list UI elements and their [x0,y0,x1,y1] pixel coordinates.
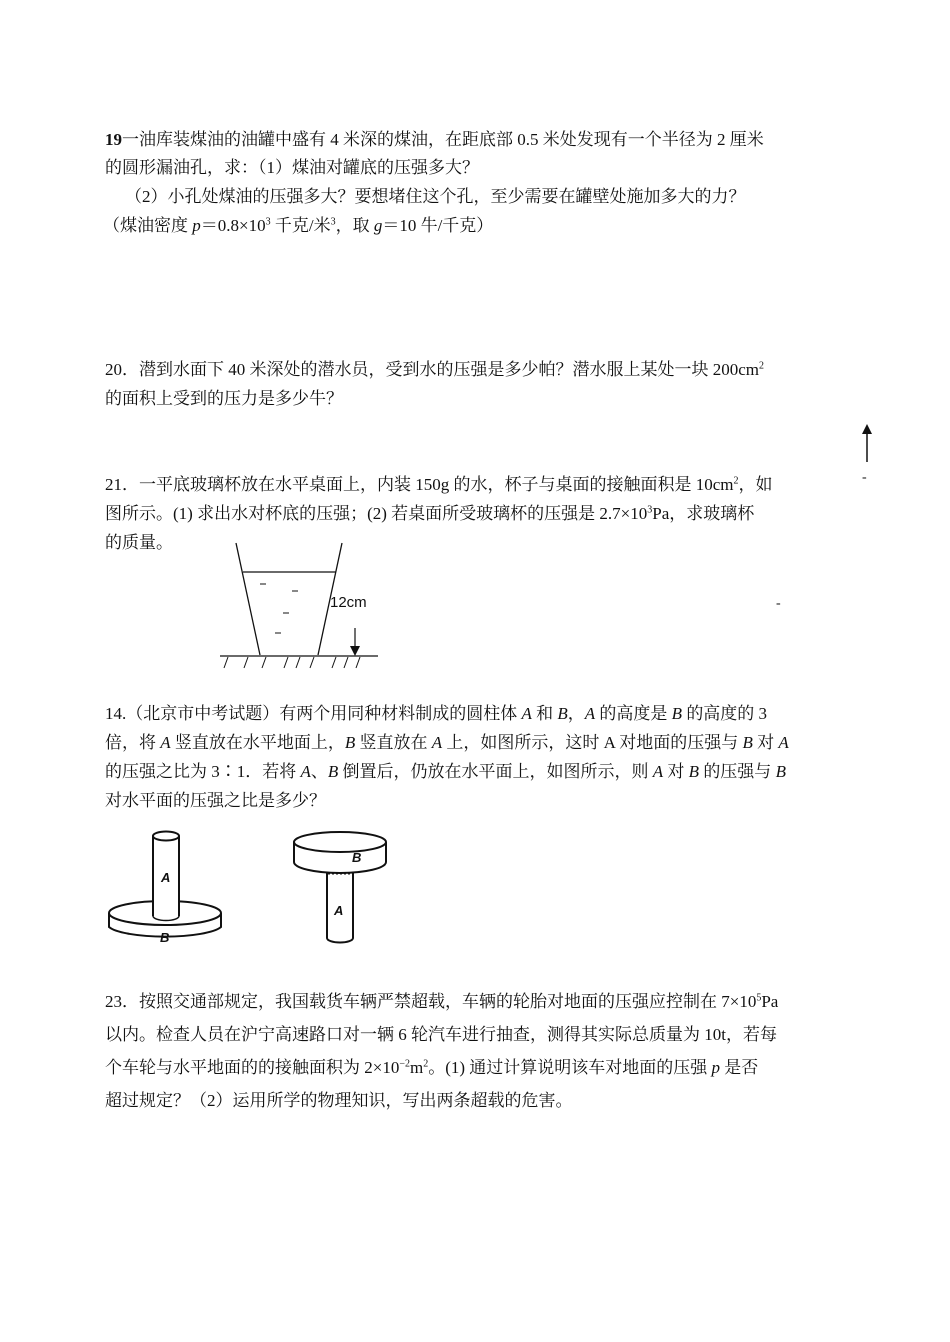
q14-line-3: 的压强之比为 3∶1．若将 A、B 倒置后，仍放在水平面上，如图所示，则 A 对 B 的压强与 B [105,762,786,781]
fig2-label-b: B [352,850,362,865]
q19-line-3: （2）小孔处煤油的压强多大？要想堵住这个孔，至少需要在罐壁处施加多大的力？ [125,187,746,206]
fig1-label-b: B [160,930,170,945]
q19-line-1 [105,130,764,150]
fig2-label-a: A [334,903,344,918]
q20-line-2: 的面积上受到的压力是多少牛？ [105,389,343,408]
stray-mark-1: - [862,470,867,485]
cylinder-figure-2 [290,828,390,948]
q23-line-4: 超过规定？（2）运用所学的物理知识，写出两条超载的危害。 [105,1091,573,1110]
fig1-label-a: A [161,870,171,885]
q19-line-2: 的圆形漏油孔，求：（1）煤油对罐底的压强多大？ [105,158,479,177]
q19-text-1: 一油库装煤油的油罐中盛有 4 米深的煤油，在距底部 0.5 米处发现有一个半径为 2 厘米 [122,130,764,149]
up-arrow-icon [857,424,877,464]
height-label: 12cm [330,594,367,611]
q21-line-3: 的质量。 [105,533,173,552]
q19-number: 19 [105,130,122,149]
cylinder-figure-1 [105,830,235,950]
q19-line-4: （煤油密度 $p=0.8\times 10^3$ 千克/米$^3$，取 g＝10 牛/千克） [103,216,494,235]
q23-line-2: 以内。检查人员在沪宁高速路口对一辆 6 轮汽车进行抽查，测得其实际总质量为 10t，若每 [105,1025,777,1044]
q14-line-2: 倍，将 A 竖直放在水平地面上，B 竖直放在 A 上，如图所示，这时 A 对地面的压强与 B 对 A [105,733,789,752]
q21-line-2: 图所示。(1) 求出水对杯底的压强；(2) 若桌面所受玻璃杯的压强是 $2.7\times 10^3Pa$，求玻璃杯 [105,504,755,523]
q14-line-4: 对水平面的压强之比是多少？ [105,791,326,810]
q14-line-1: 14.（北京市中考试题）有两个用同种材料制成的圆柱体 A 和 B，A 的高度是 B 的高度的 3 [105,704,768,723]
q23-line-3: 个车轮与水平地面的的接触面积为 $2\times 10^{-2}m^2$。(1) 通过计算说明该车对地面的压强 p 是否 [105,1058,759,1077]
q21-line-1: 21．一平底玻璃杯放在水平桌面上，内装 150g 的水，杯子与桌面的接触面积是 $10cm^2$，如 [105,475,773,494]
stray-mark-2: - [776,596,781,611]
q23-line-1: 23．按照交通部规定，我国载货车辆严禁超载，车辆的轮胎对地面的压强应控制在 $7\times 10^5Pa$ [105,992,779,1011]
q20-line-1: 20．潜到水面下 40 米深处的潜水员，受到水的压强是多少帕？潜水服上某处一块 $200cm^2$ [105,360,765,379]
